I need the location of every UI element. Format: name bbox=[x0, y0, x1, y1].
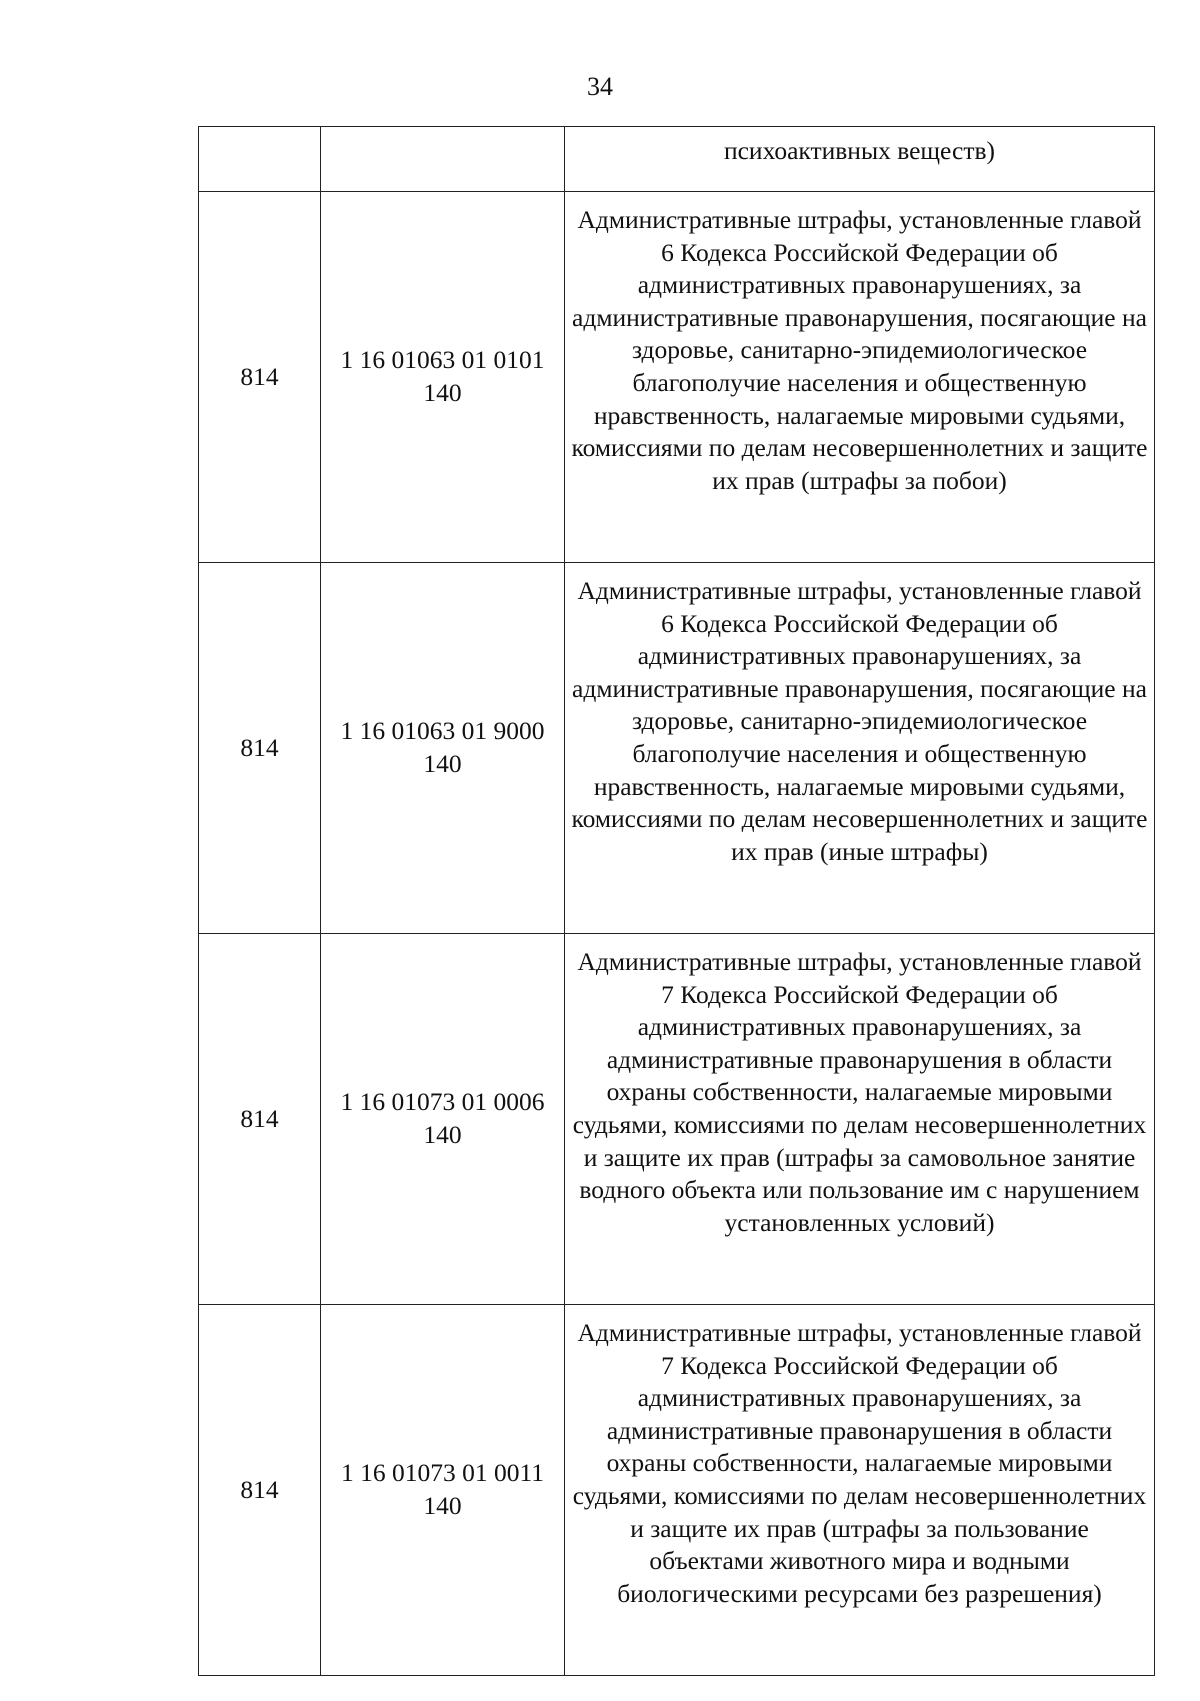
kbk-code-line: 140 bbox=[423, 1120, 462, 1149]
cell-admin-code: 814 bbox=[199, 563, 321, 934]
kbk-code-line: 1 16 01073 01 0011 bbox=[340, 1458, 545, 1488]
kbk-code-line: 1 16 01073 01 0006 bbox=[340, 1087, 545, 1117]
table-row bbox=[199, 563, 1155, 934]
table-row bbox=[199, 1305, 1155, 1676]
table-row bbox=[199, 192, 1155, 563]
cell-kbk-code bbox=[321, 1305, 565, 1676]
kbk-code-line: 140 bbox=[423, 1491, 462, 1520]
cell-admin-code bbox=[199, 127, 321, 192]
cell-kbk-code bbox=[321, 127, 565, 192]
cell-admin-code: 814 bbox=[199, 1305, 321, 1676]
table-row-continuation bbox=[199, 127, 1155, 192]
cell-kbk-code bbox=[321, 563, 565, 934]
cell-description: Административные штрафы, установленные главой 6 Кодекса Российской Федерации об административных правонарушениях, за административные правонарушения, посягающие на здоровье, санитарно-эпидемиологическое благополучие населения и общественную нравственность, налагаемые мировыми судьями, комиссиями по делам несовершеннолетних и защите их прав (штрафы за побои) bbox=[565, 192, 1155, 563]
kbk-code-line: 1 16 01063 01 9000 bbox=[340, 716, 545, 746]
cell-kbk-code bbox=[321, 934, 565, 1305]
cell-admin-code: 814 bbox=[199, 934, 321, 1305]
budget-codes-table bbox=[198, 126, 1155, 1676]
table-row bbox=[199, 934, 1155, 1305]
kbk-code-line: 140 bbox=[423, 378, 462, 407]
cell-description: Административные штрафы, установленные главой 6 Кодекса Российской Федерации об административных правонарушениях, за административные правонарушения, посягающие на здоровье, санитарно-эпидемиологическое благополучие населения и общественную нравственность, налагаемые мировыми судьями, комиссиями по делам несовершеннолетних и защите их прав (иные штрафы) bbox=[565, 563, 1155, 934]
page-number: 34 bbox=[587, 72, 613, 101]
cell-kbk-code bbox=[321, 192, 565, 563]
cell-description: Административные штрафы, установленные главой 7 Кодекса Российской Федерации об административных правонарушениях, за административные правонарушения в области охраны собственности, налагаемые мировыми судьями, комиссиями по делам несовершеннолетних и защите их прав (штрафы за пользование объектами животного мира и водными биологическими ресурсами без разрешения) bbox=[565, 1305, 1155, 1676]
cell-admin-code: 814 bbox=[199, 192, 321, 563]
cell-description: психоактивных веществ) bbox=[565, 127, 1155, 192]
cell-description: Административные штрафы, установленные главой 7 Кодекса Российской Федерации об административных правонарушениях, за административные правонарушения в области охраны собственности, налагаемые мировыми судьями, комиссиями по делам несовершеннолетних и защите их прав (штрафы за самовольное занятие водного объекта или пользование им с нарушением установленных условий) bbox=[565, 934, 1155, 1305]
kbk-code-line: 140 bbox=[423, 749, 462, 778]
kbk-code-line: 1 16 01063 01 0101 bbox=[340, 345, 545, 375]
